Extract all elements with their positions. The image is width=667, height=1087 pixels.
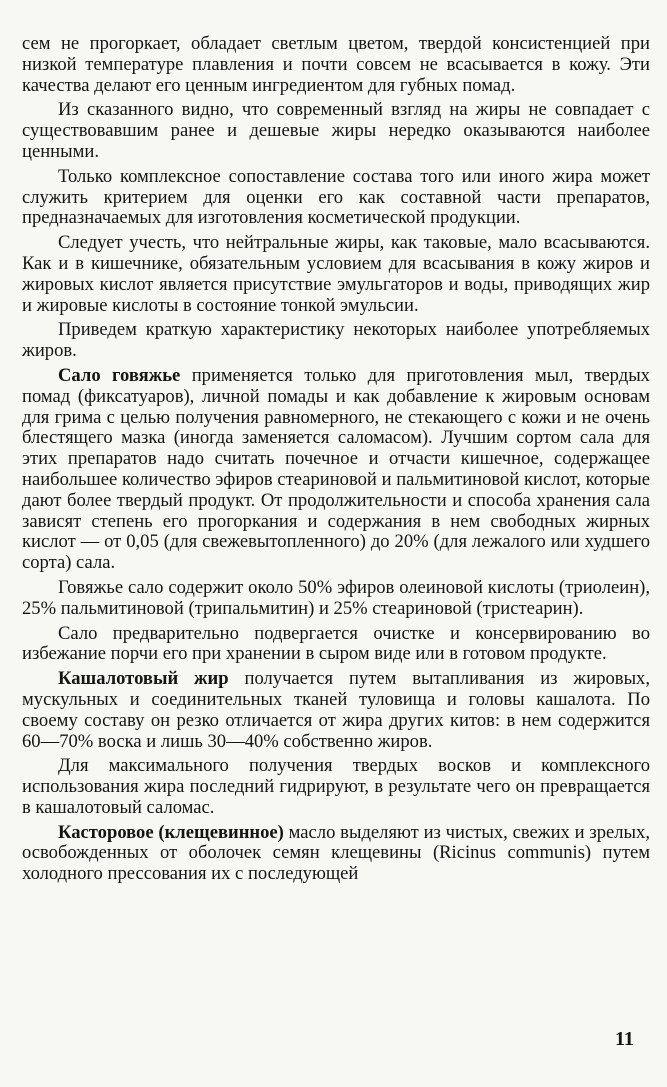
page-body xyxy=(22,34,650,889)
paragraph-9 xyxy=(22,669,650,752)
paragraph-text: Говяжье сало содержит около 50% эфиров олеиновой кислоты (триолеин), 25% пальмитиновой (трипальмитин) и 25% стеариновой (тристеарин). xyxy=(22,576,650,619)
paragraph-6 xyxy=(22,366,650,574)
paragraph-1 xyxy=(22,34,650,96)
paragraph-lead: Сало говяжье xyxy=(58,364,181,386)
paragraph-text: сем не прогоркает, обладает светлым цветом, твердой консистенцией при низкой температуре плавления и почти совсем не всасывается в кожу. Эти качества делают его ценным ингредиентом для губных помад. xyxy=(22,33,650,96)
paragraph-text: Приведем краткую характеристику некоторых наиболее употребляемых жиров. xyxy=(22,319,650,362)
paragraph-text: применяется только для приготовления мыл, твердых помад (фиксатуаров), личной помады и как добавление к жировым основам для грима с целью получения равномерного, не стекающего с кожи и не очень блестящего мазка (иногда заменяется саломасом). Лучшим сортом сала для этих препаратов надо считать почечное и отчасти кишечное, содержащее наибольшее количество эфиров стеариновой и пальмитиновой кислот, которые дают более твердый продукт. От продолжительности и способа хранения сала зависят степень его прогоркания и содержания в нем свободных жирных кислот — от 0,05 (для свежевытопленного) до 20% (для лежалого или худшего сорта) сала. xyxy=(22,364,650,574)
paragraph-text: Только комплексное сопоставление состава того или иного жира может служить критерием для оценки его как составной части препаратов, предназначаемых для изготовления косметической продукции. xyxy=(22,165,650,229)
paragraph-text: Следует учесть, что нейтральные жиры, как таковые, мало всасываются. Как и в кишечнике, обязательным условием для всасывания в кожу жиров и жировых кислот является присутствие эмульгаторов и воды, приводящих жир и жировые кислоты в состояние тонкой эмульсии. xyxy=(22,232,650,316)
paragraph-text: масло выделяют из чистых, свежих и зрелых, освобожденных от оболочек семян клещевины (Ricinus communis) путем холодного прессования их с последующей xyxy=(22,821,650,885)
paragraph-2 xyxy=(22,100,650,162)
paragraph-4 xyxy=(22,233,650,316)
paragraph-10 xyxy=(22,756,650,818)
paragraph-7 xyxy=(22,578,650,620)
page-number: 11 xyxy=(615,1028,634,1050)
paragraph-lead: Кашалотовый жир xyxy=(58,668,229,690)
paragraph-11 xyxy=(22,823,650,885)
paragraph-5 xyxy=(22,320,650,362)
paragraph-8 xyxy=(22,624,650,666)
paragraph-lead: Касторовое (клещевинное) xyxy=(58,821,284,843)
paragraph-text: Из сказанного видно, что современный взгляд на жиры не совпадает с существовавшим ранее и дешевые жиры нередко оказываются наиболее ценными. xyxy=(22,99,650,162)
paragraph-3 xyxy=(22,167,650,229)
paragraph-text: Для максимального получения твердых восков и комплексного использования жира последний гидрируют, в результате чего он превращается в кашалотовый саломас. xyxy=(22,755,650,818)
paragraph-text: получается путем вытапливания из жировых, мускульных и соединительных тканей туловища и головы кашалота. По своему составу он резко отличается от жира других китов: в нем содержится 60—70% воска и лишь 30—40% собственно жиров. xyxy=(22,668,651,752)
paragraph-text: Сало предварительно подвергается очистке и консервированию во избежание порчи его при хранении в сыром виде или в готовом продукте. xyxy=(22,622,650,665)
